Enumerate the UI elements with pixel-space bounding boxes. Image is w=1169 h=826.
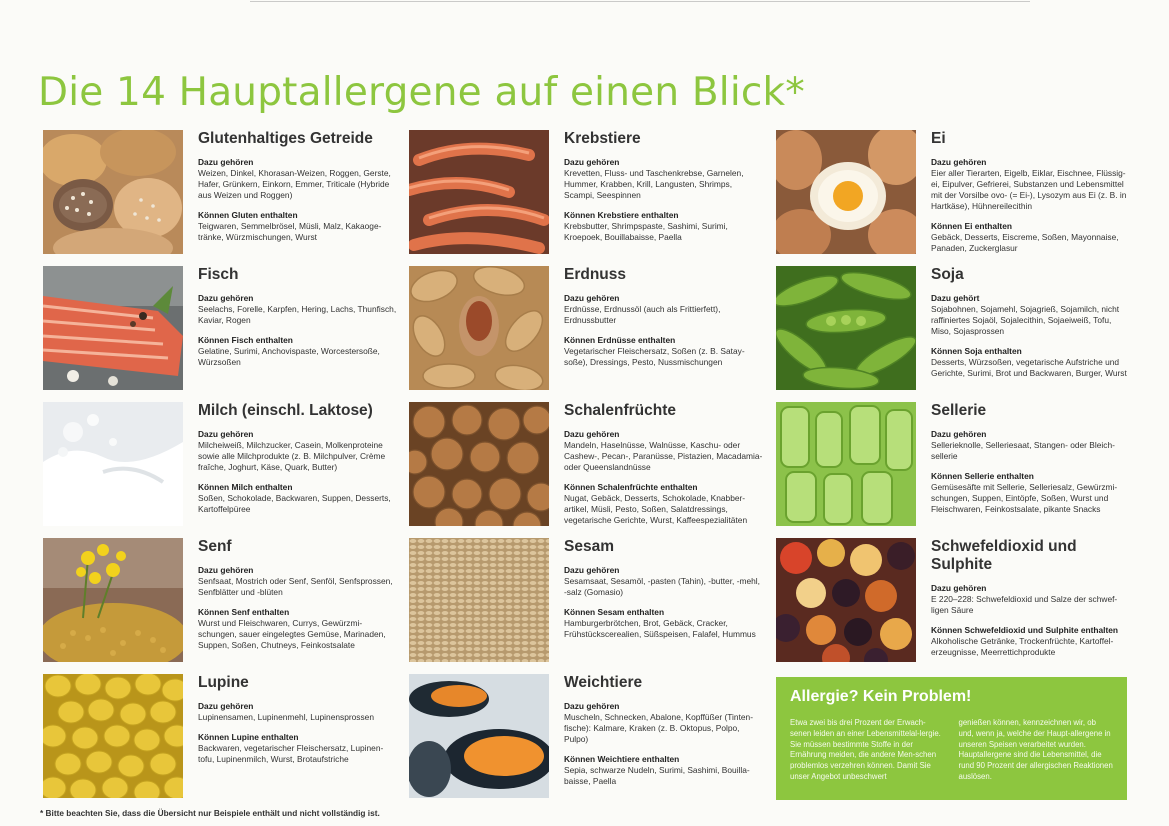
may-contain-label: Können Lupine enthalten	[198, 732, 299, 742]
may-contain-text: Sepia, schwarze Nudeln, Surimi, Sashimi, Bouilla-baisse, Paella	[564, 765, 750, 786]
may-contain-text: Hamburgerbrötchen, Brot, Gebäck, Cracker, Frühstückscerealien, Süßspeisen, Falafel, Hummus	[564, 618, 756, 639]
mussels-photo	[409, 674, 549, 798]
includes-text: E 220–228: Schwefeldioxid und Salze der schwef-ligen Säure	[931, 594, 1118, 615]
may-contain-label: Können Sellerie enthalten	[931, 471, 1034, 481]
may-contain-label: Können Gluten enthalten	[198, 210, 298, 220]
allergen-name: Glutenhaltiges Getreide	[198, 130, 373, 147]
may-contain-text: Wurst und Fleischwaren, Currys, Gewürzmi-schungen, sauer eingelegtes Gemüse, Marinaden, Suppen, Soßen, Chutneys, Feinkostsalate	[198, 618, 386, 650]
milk-photo	[43, 402, 183, 526]
includes-label: Dazu gehören	[564, 293, 620, 303]
peanuts-photo	[409, 266, 549, 390]
allergen-name: Krebstiere	[564, 130, 641, 147]
allergen-name: Ei	[931, 130, 946, 147]
sesame-photo	[409, 538, 549, 662]
may-contain-label: Können Weichtiere enthalten	[564, 754, 680, 764]
may-contain-label: Können Schalenfrüchte enthalten	[564, 482, 698, 492]
allergen-card-lupine	[43, 674, 395, 799]
includes-text: Weizen, Dinkel, Khorasan-Weizen, Roggen, Gerste, Hafer, Grünkern, Einkorn, Emmer, Triticale (Hybride aus Weizen und Roggen)	[198, 168, 391, 200]
celery-photo	[776, 402, 916, 526]
allergen-card-ei	[776, 130, 1128, 255]
salmon-photo	[43, 266, 183, 390]
bread-rolls-photo	[43, 130, 183, 254]
lupine-beans-photo	[43, 674, 183, 798]
includes-text: Eier aller Tierarten, Eigelb, Eiklar, Eischnee, Flüssig-ei, Eipulver, Gefrierei, Substanzen und Lebensmittel mit der Vorsilbe ovo- (= Ei-), Lysozym aus Ei (z. B. in Hartkäse), Hühnereilecithin	[931, 168, 1127, 211]
soybeans-photo	[776, 266, 916, 390]
may-contain-text: Teigwaren, Semmelbrösel, Müsli, Malz, Kakaoge-tränke, Würzmischungen, Wurst	[198, 221, 382, 242]
may-contain-text: Soßen, Schokolade, Backwaren, Suppen, Desserts, Kartoffelpüree	[198, 493, 391, 514]
allergen-name: Erdnuss	[564, 266, 627, 283]
includes-text: Sojabohnen, Sojamehl, Sojagrieß, Sojamilch, nicht raffiniertes Sojaöl, Sojalecithin, Sojaeiweiß, Tofu, Miso, Sojasprossen	[931, 304, 1120, 336]
allergen-card-erdnuss	[409, 266, 761, 391]
allergen-card-weichtiere	[409, 674, 761, 799]
allergen-name: Senf	[198, 538, 232, 555]
may-contain-label: Können Soja enthalten	[931, 346, 1022, 356]
allergen-name: Schwefeldioxid und Sulphite	[931, 538, 1077, 573]
eggs-photo	[776, 130, 916, 254]
includes-label: Dazu gehören	[564, 701, 620, 711]
allergen-card-sesam	[409, 538, 761, 663]
allergen-card-senf	[43, 538, 395, 663]
allergen-card-gluten	[43, 130, 395, 255]
includes-label: Dazu gehören	[198, 429, 254, 439]
includes-text: Sesamsaat, Sesamöl, -pasten (Tahin), -butter, -mehl, -salz (Gomasio)	[564, 576, 760, 597]
allergen-name: Lupine	[198, 674, 249, 691]
allergen-card-schalenfruechte	[409, 402, 761, 527]
info-box-text-left: Etwa zwei bis drei Prozent der Erwach-senen leiden an einer Lebensmittelal-lergie. Sie müssen bestimmte Stoffe in der Ernährung meiden, die andere Men-schen problemlos verzehren können. Damit Sie unser Angebot unbeschwert	[790, 718, 941, 781]
info-box-text-right: genießen können, kennzeichnen wir, ob und, wenn ja, welche der Haupt-allergene in unseren Speisen verarbeitet wurden. Hauptallergene sind die Lebensmittel, die rund 90 Prozent der allergischen Reaktionen auslösen.	[958, 718, 1113, 781]
includes-label: Dazu gehören	[198, 565, 254, 575]
may-contain-label: Können Senf enthalten	[198, 607, 290, 617]
may-contain-text: Krebsbutter, Shrimpspaste, Sashimi, Surimi, Kroepoek, Bouillabaisse, Paella	[564, 221, 728, 242]
page-title: Die 14 Hauptallergene auf einen Blick*	[38, 70, 805, 115]
includes-label: Dazu gehören	[564, 157, 620, 167]
includes-text: Senfsaat, Mostrich oder Senf, Senföl, Senfsprossen, Senfblätter und -blüten	[198, 576, 393, 597]
may-contain-text: Gebäck, Desserts, Eiscreme, Soßen, Mayonnaise, Panaden, Zuckerglasur	[931, 232, 1119, 253]
may-contain-label: Können Schwefeldioxid und Sulphite enthalten	[931, 625, 1119, 635]
may-contain-label: Können Milch enthalten	[198, 482, 293, 492]
includes-label: Dazu gehören	[198, 157, 254, 167]
allergen-name: Weichtiere	[564, 674, 643, 691]
may-contain-text: Alkoholische Getränke, Trockenfrüchte, Kartoffel-erzeugnisse, Meerrettichprodukte	[931, 636, 1114, 657]
includes-text: Sellerieknolle, Selleriesaat, Stangen- oder Bleich-sellerie	[931, 440, 1115, 461]
allergen-name: Fisch	[198, 266, 239, 283]
allergen-name: Milch (einschl. Laktose)	[198, 402, 373, 419]
may-contain-text: Gelatine, Surimi, Anchovispaste, Worcestersoße, Würzsoßen	[198, 346, 380, 367]
allergen-card-sellerie	[776, 402, 1128, 527]
includes-text: Erdnüsse, Erdnussöl (auch als Frittierfett), Erdnussbutter	[564, 304, 721, 325]
shrimp-photo	[409, 130, 549, 254]
includes-label: Dazu gehören	[198, 293, 254, 303]
may-contain-text: Nugat, Gebäck, Desserts, Schokolade, Knabber-artikel, Müsli, Pesto, Soßen, Salatdressings, vegetarische Gerichte, Wurst, Kaffeespezialitäten	[564, 493, 748, 525]
allergen-card-soja	[776, 266, 1128, 391]
allergen-name: Sellerie	[931, 402, 987, 419]
allergen-card-fisch	[43, 266, 395, 391]
may-contain-text: Gemüsesäfte mit Sellerie, Selleriesalz, Gewürzmi-schungen, Suppen, Eintöpfe, Soßen, Wurst und Fleischwaren, Feinkostsalate, pikante Snacks	[931, 482, 1118, 514]
dried-fruit-photo	[776, 538, 916, 662]
may-contain-label: Können Erdnüsse enthalten	[564, 335, 676, 345]
allergen-name: Sesam	[564, 538, 614, 555]
walnuts-photo	[409, 402, 549, 526]
includes-label: Dazu gehören	[198, 701, 254, 711]
allergen-name: Schalenfrüchte	[564, 402, 676, 419]
allergen-card-krebstiere	[409, 130, 761, 255]
includes-text: Mandeln, Haselnüsse, Walnüsse, Kaschu- oder Cashew-, Pecan-, Paranüsse, Pistazien, Macadamia- oder Queenslandnüsse	[564, 440, 763, 472]
may-contain-text: Vegetarischer Fleischersatz, Soßen (z. B. Satay-soße), Dressings, Pesto, Nussmischungen	[564, 346, 745, 367]
may-contain-label: Können Sesam enthalten	[564, 607, 665, 617]
may-contain-label: Können Fisch enthalten	[198, 335, 293, 345]
includes-label: Dazu gehören	[931, 583, 987, 593]
may-contain-text: Backwaren, vegetarischer Fleischersatz, Lupinen-tofu, Lupinenmilch, Wurst, Brotaufstriche	[198, 743, 384, 764]
top-rule	[250, 1, 1030, 2]
includes-label: Dazu gehören	[564, 429, 620, 439]
includes-text: Milcheiweiß, Milchzucker, Casein, Molkenproteine sowie alle Milchprodukte (z. B. Milchpulver, Crème fraîche, Joghurt, Käse, Quark, Butter)	[198, 440, 386, 472]
includes-label: Dazu gehören	[564, 565, 620, 575]
may-contain-text: Desserts, Würzsoßen, vegetarische Aufstriche und Gerichte, Surimi, Brot und Backwaren, Burger, Wurst	[931, 357, 1127, 378]
mustard-seeds-photo	[43, 538, 183, 662]
allergen-card-schwefeldioxid	[776, 538, 1128, 663]
footnote: * Bitte beachten Sie, dass die Übersicht nur Beispiele enthält und nicht vollständig ist.	[40, 808, 380, 818]
info-box-title: Allergie? Kein Problem!	[790, 688, 972, 705]
may-contain-label: Können Ei enthalten	[931, 221, 1012, 231]
may-contain-label: Können Krebstiere enthalten	[564, 210, 679, 220]
allergen-card-milch	[43, 402, 395, 527]
includes-text: Krevetten, Fluss- und Taschenkrebse, Garnelen, Hummer, Krabben, Krill, Langusten, Shrimps, Scampi, Seespinnen	[564, 168, 744, 200]
includes-label: Dazu gehören	[931, 157, 987, 167]
includes-label: Dazu gehören	[931, 429, 987, 439]
allergen-name: Soja	[931, 266, 964, 283]
includes-label: Dazu gehört	[931, 293, 980, 303]
allergy-info-box	[776, 677, 1127, 800]
includes-text: Lupinensamen, Lupinenmehl, Lupinensprossen	[198, 712, 375, 722]
includes-text: Seelachs, Forelle, Karpfen, Hering, Lachs, Thunfisch, Kaviar, Rogen	[198, 304, 397, 325]
includes-text: Muscheln, Schnecken, Abalone, Kopffüßer (Tinten-fische): Kalmare, Kraken (z. B. Oktopus, Polpo, Pulpo)	[564, 712, 754, 744]
